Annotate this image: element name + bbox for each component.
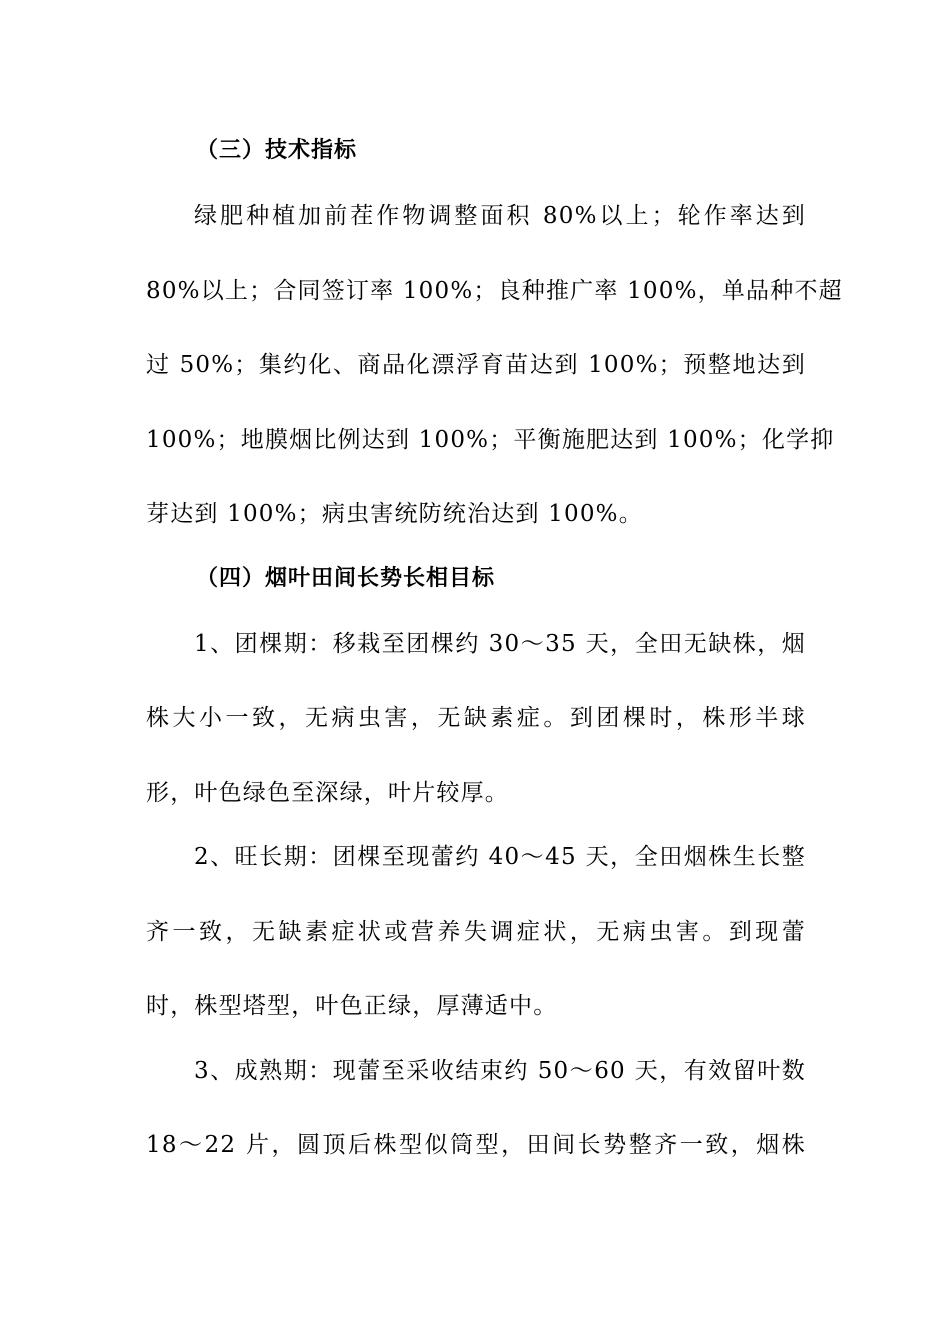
paragraph-line: 绿肥种植加前茬作物调整面积 80%以上；轮作率达到: [194, 203, 806, 229]
paragraph-line: 18～22 片，圆顶后株型似筒型，田间长势整齐一致，烟株: [146, 1132, 806, 1158]
paragraph-line: 形，叶色绿色至深绿，叶片较厚。: [146, 780, 509, 806]
paragraph-line: 时，株型塔型，叶色正绿，厚薄适中。: [146, 993, 558, 1019]
paragraph-line: 1、团棵期：移栽至团棵约 30～35 天，全田无缺株，烟: [194, 631, 806, 657]
paragraph-line: 齐一致，无缺素症状或营养失调症状，无病虫害。到现蕾: [146, 919, 806, 945]
section-heading-growth-targets: （四）烟叶田间长势长相目标: [196, 566, 496, 591]
paragraph-line: 2、旺长期：团棵至现蕾约 40～45 天，全田烟株生长整: [194, 844, 806, 870]
paragraph-line: 过 50%；集约化、商品化漂浮育苗达到 100%；预整地达到: [146, 352, 806, 378]
paragraph-line: 100%；地膜烟比例达到 100%；平衡施肥达到 100%；化学抑: [146, 427, 835, 453]
paragraph-line: 芽达到 100%；病虫害统防统治达到 100%。: [146, 501, 643, 527]
paragraph-line: 80%以上；合同签订率 100%；良种推广率 100%，单品种不超: [146, 278, 843, 304]
paragraph-line: 3、成熟期：现蕾至采收结束约 50～60 天，有效留叶数: [194, 1058, 806, 1084]
paragraph-line: 株大小一致，无病虫害，无缺素症。到团棵时，株形半球: [146, 705, 806, 731]
section-heading-technical-indicators: （三）技术指标: [196, 138, 358, 163]
